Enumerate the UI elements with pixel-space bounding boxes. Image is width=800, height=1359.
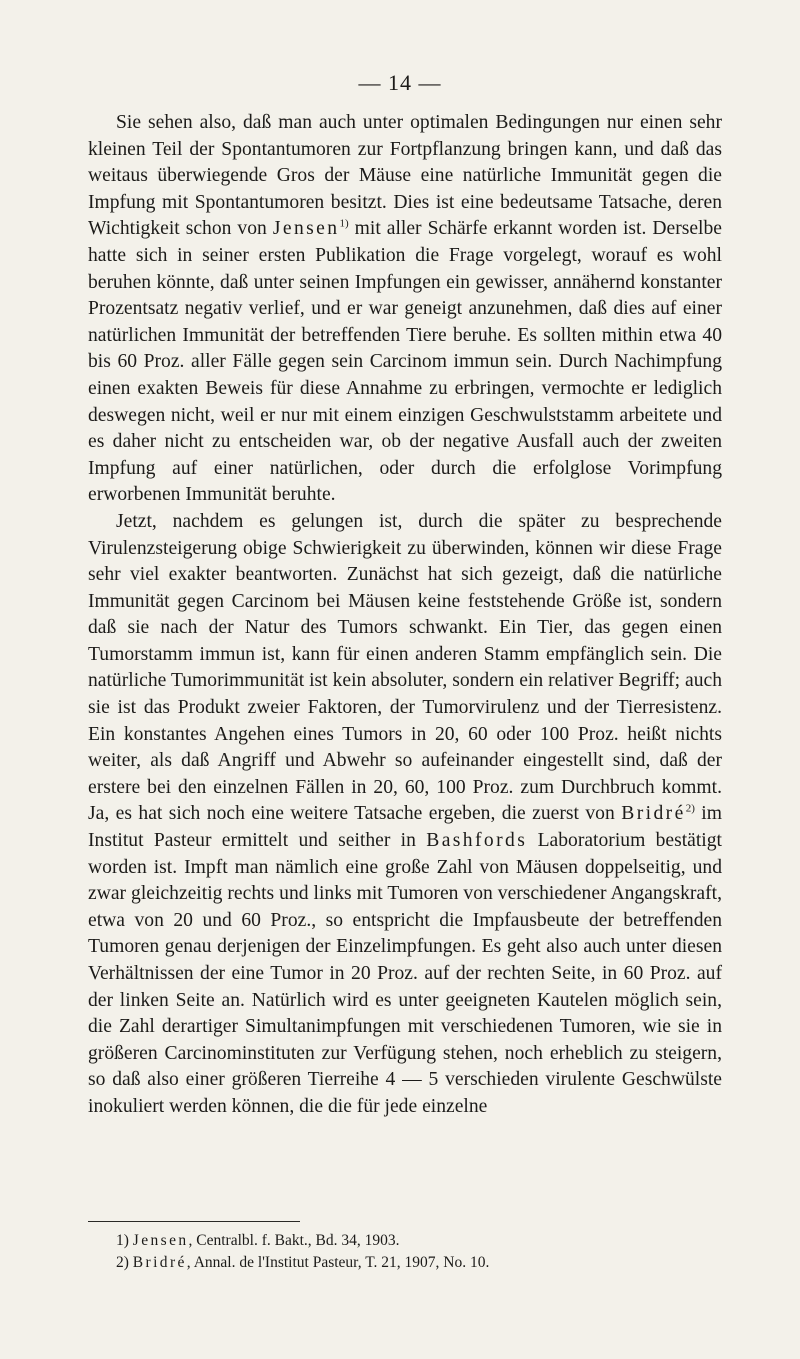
footnote-2 bbox=[116, 1252, 722, 1274]
author-jensen: Jensen bbox=[272, 218, 340, 240]
footnote-1 bbox=[116, 1230, 722, 1252]
footnotes bbox=[116, 1230, 722, 1273]
footnote-1-marker: 1) bbox=[116, 1232, 129, 1249]
footnote-2-author: Bridré bbox=[132, 1253, 187, 1271]
paragraph-1-part-2: mit aller Schärfe erkannt worden ist. Derselbe hatte sich in seiner ersten Publikation die Frage vorgelegt, worauf es wohl beruhen könnte, daß unter seinen Impfungen ein gewisser, annähernd konstanter Prozentsatz negativ verlief, und er war geneigt anzunehmen, daß dies auf einer natürlichen Immunität der betreffenden Tiere beruhe. Es sollten mithin etwa 40 bis 60 Proz. aller Fälle gegen sein Carcinom immun sein. Durch Nachimpfung einen exakten Beweis für diese Annahme zu erbringen, vermochte er lediglich deswegen nicht, weil er nur mit einem einzigen Geschwulststamm arbeitete und es daher nicht zu entscheiden war, ob der negative Ausfall auch der zweiten Impfung auf einer natürlichen, oder durch die erfolglose Vorimpfung erworbenen Immunität beruhte. bbox=[88, 218, 722, 506]
author-bashford: Bashfords bbox=[426, 830, 528, 852]
paragraph-1-part-1: Sie sehen also, daß man auch unter optimalen Bedingungen nur einen sehr kleinen Teil der Spontantumoren zur Fortpflanzung bringen kann, und daß das weitaus überwiegende Gros der Mäuse eine natürliche Immunität gegen die Impfung mit Spontantumoren besitzt. Dies ist eine bedeutsame Tatsache, deren Wichtigkeit schon von bbox=[88, 112, 722, 240]
paragraph-2-part-3: Laboratorium bestätigt worden ist. Impft man nämlich eine große Zahl von Mäusen doppelseitig, und zwar gleichzeitig rechts und links mit Tumoren von verschiedener Angangskraft, etwa von 20 und 60 Proz., so entspricht die Impfausbeute der betreffenden Tumoren genau derjenigen der Einzelimpfungen. Es geht also auch unter diesen Verhältnissen der eine Tumor in 20 Proz. auf der rechten Seite, in 60 Proz. auf der linken Seite an. Natürlich wird es unter geeigneten Kautelen möglich sein, die Zahl derartiger Simultanimpfungen mit verschiedenen Tumoren, wie sie in größeren Carcinominstituten zur Verfügung stehen, noch erheblich zu steigern, so daß also einer größeren Tierreihe 4 — 5 verschieden virulente Geschwülste inokuliert werden können, die die für jede einzelne bbox=[88, 830, 722, 1117]
author-bridre: Bridré bbox=[621, 803, 686, 825]
paragraph-2 bbox=[88, 509, 722, 1121]
page-number: — 14 — bbox=[358, 70, 442, 95]
paragraph-1 bbox=[88, 110, 722, 509]
footnote-2-marker: 2) bbox=[116, 1253, 129, 1271]
footnote-divider bbox=[88, 1221, 300, 1222]
footnote-1-text: , Centralbl. f. Bakt., Bd. 34, 1903. bbox=[188, 1232, 400, 1249]
footnote-1-author: Jensen bbox=[132, 1232, 189, 1249]
paragraph-2-part-1: Jetzt, nachdem es gelungen ist, durch die später zu besprechende Virulenzsteigerung obige Schwierigkeit zu überwinden, können wir diese Frage sehr viel exakter beantworten. Zunächst hat sich gezeigt, daß die natürliche Immunität gegen Carcinom bei Mäusen keine feststehende Größe ist, sondern daß sie nach der Natur des Tumors schwankt. Ein Tier, das gegen einen Tumorstamm immun ist, kann für einen anderen Stamm empfänglich sein. Die natürliche Tumorimmunität ist kein absoluter, sondern ein relativer Begriff; auch sie ist das Produkt zweier Faktoren, der Tumorvirulenz und der Tierresistenz. Ein konstantes Angehen eines Tumors in 20, 60 oder 100 Proz. heißt nichts weiter, als daß Angriff und Abwehr so aufeinander eingestellt sind, daß der erstere bei den einzelnen Fällen in 20, 60, 100 Proz. zum Durchbruch kommt. Ja, es hat sich noch eine weitere Tatsache ergeben, die zuerst von bbox=[88, 510, 722, 825]
body-text bbox=[88, 110, 722, 1121]
footnote-2-text: , Annal. de l'Institut Pasteur, T. 21, 1907, No. 10. bbox=[186, 1253, 490, 1271]
footnote-ref-1: 1) bbox=[339, 217, 349, 230]
footnote-ref-2: 2) bbox=[685, 802, 695, 815]
paragraph-2-part-2: im Institut Pasteur ermittelt und seither in bbox=[88, 803, 722, 852]
